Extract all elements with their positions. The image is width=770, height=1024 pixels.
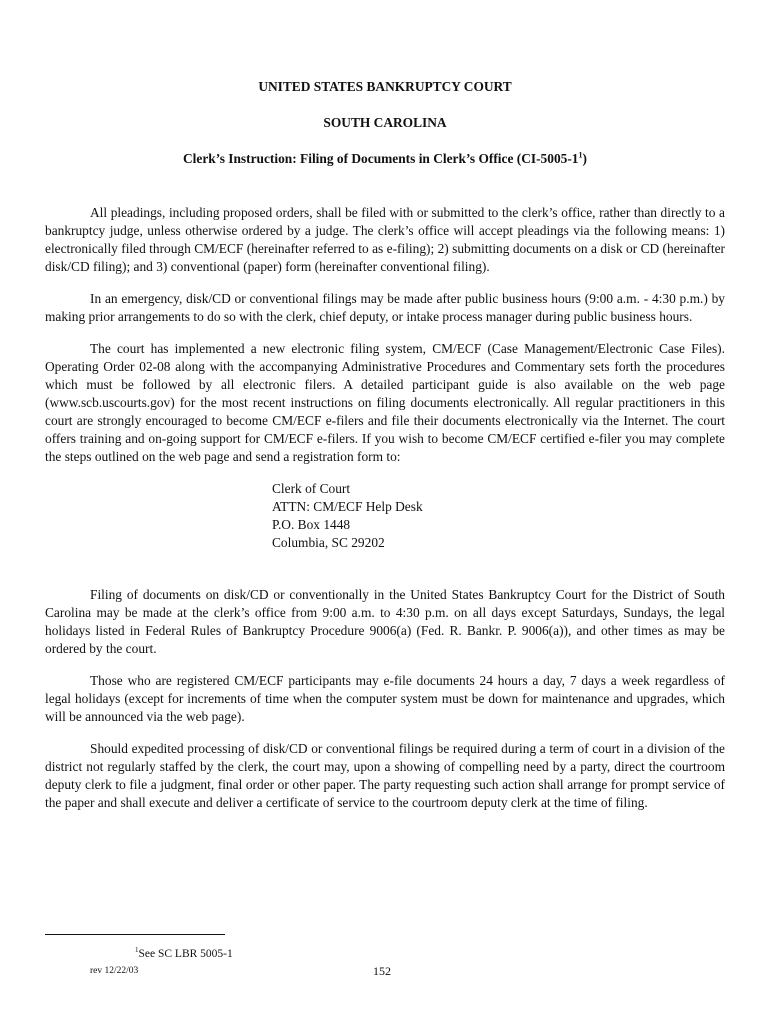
page-number: 152 xyxy=(373,964,391,978)
address-line: P.O. Box 1448 xyxy=(272,517,351,532)
district-heading: SOUTH CAROLINA xyxy=(323,115,447,130)
address-line: ATTN: CM/ECF Help Desk xyxy=(272,499,423,514)
paragraph-efile-availability: Those who are registered CM/ECF participants may e-file documents 24 hours a day, 7 days a week regardless of legal holidays (except for increments of time when the computer system must be down for maintenance and upgrades, which will be announced via the web page). xyxy=(45,673,725,724)
footnote-divider xyxy=(45,934,225,935)
address-line: Columbia, SC 29202 xyxy=(272,535,385,550)
footnote-text: See SC LBR 5005-1 xyxy=(138,948,233,960)
paragraph-expedited-processing: Should expedited processing of disk/CD or conventional filings be required during a term of court in a division of the district not regularly staffed by the clerk, the court may, upon a showing of compelling need by a party, direct the courtroom deputy clerk to file a judgment, final order or other paper. The party requesting such action shall arrange for prompt service of the paper and shall execute and deliver a certificate of service to the courtroom deputy clerk at the time of filing. xyxy=(45,741,725,810)
mailing-address xyxy=(272,480,725,552)
document-body xyxy=(45,204,725,826)
instruction-title xyxy=(0,151,770,167)
footnote-mark: 1 xyxy=(135,946,139,955)
court-heading: UNITED STATES BANKRUPTCY COURT xyxy=(258,79,512,94)
footnote xyxy=(135,948,233,960)
instruction-title-text: Clerk’s Instruction: Filing of Documents in Clerk’s Office (CI-5005-1 xyxy=(183,151,579,166)
instruction-title-close: ) xyxy=(582,151,587,166)
address-line: Clerk of Court xyxy=(272,481,351,496)
paragraph-filing-means: All pleadings, including proposed orders, shall be filed with or submitted to the clerk’s office, rather than directly to a bankruptcy judge, unless otherwise ordered by a judge. The clerk’s office will accept pleadings via the following means: 1) electronically filed through CM/ECF (hereinafter referred to as e-filing); 2) submitting documents on a disk or CD (hereinafter disk/CD filing); and 3) conventional (paper) form (hereinafter conventional filing). xyxy=(45,205,725,274)
revision-date: rev 12/22/03 xyxy=(90,966,139,976)
paragraph-filing-hours: Filing of documents on disk/CD or conventionally in the United States Bankruptcy Court for the District of South Carolina may be made at the clerk’s office from 9:00 a.m. to 4:30 p.m. on all days except Saturdays, Sundays, the legal holidays listed in Federal Rules of Bankruptcy Procedure 9006(a) (Fed. R. Bankr. P. 9006(a)), and other times as may be ordered by the court. xyxy=(45,587,725,656)
footnote-reference: 1 xyxy=(578,150,583,160)
paragraph-emergency-filings: In an emergency, disk/CD or conventional filings may be made after public business hours (9:00 a.m. - 4:30 p.m.) by making prior arrangements to do so with the clerk, chief deputy, or intake process manager during public business hours. xyxy=(45,291,725,324)
paragraph-cmecf-system: The court has implemented a new electronic filing system, CM/ECF (Case Management/Electronic Case Files). Operating Order 02-08 along with the accompanying Administrative Procedures and Commentary sets forth the procedures which must be followed by all electronic filers. A detailed participant guide is also available on the web page (www.scb.uscourts.gov) for the most recent instructions on filing documents electronically. All regular practitioners in this court are strongly encouraged to become CM/ECF e-filers and file their documents electronically via the Internet. The court offers training and on-going support for CM/ECF e-filers. If you wish to become CM/ECF certified e-filer you may complete the steps outlined on the web page and send a registration form to: xyxy=(45,341,725,464)
